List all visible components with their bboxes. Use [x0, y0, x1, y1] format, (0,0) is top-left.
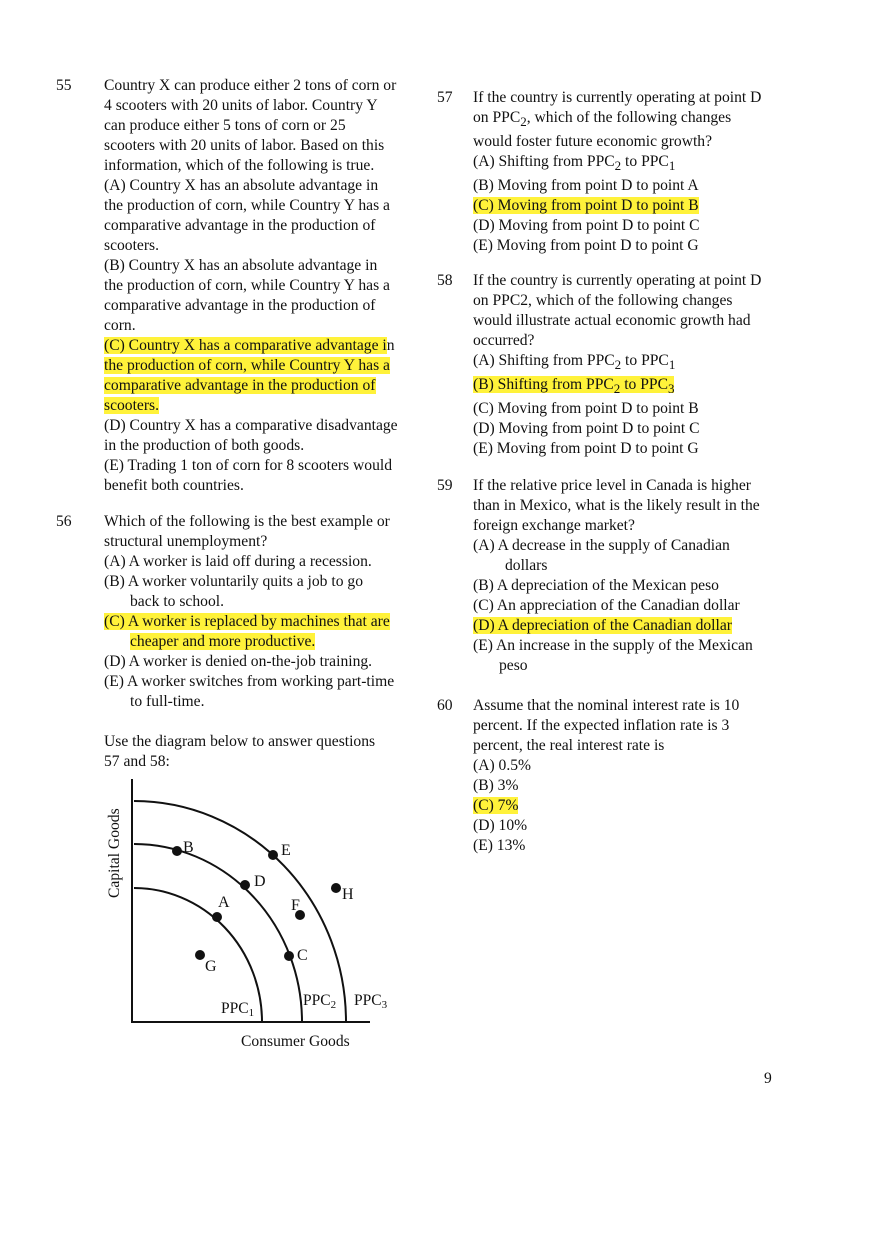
diagram-intro [56, 732, 436, 772]
page-number: 9 [764, 1070, 772, 1087]
option-b: (B) Moving from point D to point A [473, 177, 699, 195]
option-e: (E) Moving from point D to point G [473, 237, 699, 255]
question-56 [56, 512, 436, 712]
option-e: peso [499, 657, 528, 675]
ppc-diagram [100, 776, 400, 1056]
option-a: (A) 0.5% [473, 757, 532, 775]
right-column [437, 88, 837, 856]
left-column [56, 76, 436, 772]
question-number: 55 [56, 77, 72, 94]
option-d: (D) A worker is denied on-the-job training. [104, 653, 373, 670]
option-c-highlighted: comparative advantage in the production of [104, 377, 376, 394]
stem-line: 4 scooters with 20 units of labor. Country Y [104, 97, 378, 114]
option-e: benefit both countries. [104, 477, 244, 494]
stem-line: than in Mexico, what is the likely result in the [473, 497, 760, 515]
point-a-label: A [218, 894, 230, 911]
option-a: comparative advantage in the production of [104, 217, 376, 234]
option-d: (D) Country X has a comparative disadvantage [104, 417, 398, 434]
point-c-label: C [297, 947, 308, 964]
option-a: (A) Shifting from $PPC_2$ to $PPC_1$ [473, 153, 676, 174]
intro-line: Use the diagram below to answer questions [104, 733, 376, 750]
option-c-highlighted: the production of corn, while Country Y has a [104, 357, 390, 374]
question-number: 60 [437, 697, 453, 715]
question-58 [437, 271, 837, 459]
option-e: (E) Moving from point D to point G [473, 440, 699, 458]
option-a: (A) A decrease in the supply of Canadian [473, 537, 730, 555]
option-b: corn. [104, 317, 136, 334]
option-b: (B) A worker voluntarily quits a job to go [104, 573, 364, 590]
stem-line: scooters with 20 units of labor. Based on this [104, 137, 385, 154]
option-b: (B) 3% [473, 777, 519, 795]
stem-line: occurred? [473, 332, 535, 350]
option-e: (E) Trading 1 ton of corn for 8 scooters would [104, 457, 393, 474]
option-a: (A) Shifting from $PPC_2$ to $PPC_1$ [473, 352, 676, 373]
ppc1-label: PPC1 [221, 1000, 255, 1019]
stem-line: can produce either 5 tons of corn or 25 [104, 117, 346, 134]
stem-line: on $PPC_2$, which of the following changes [473, 109, 732, 130]
option-b: back to school. [130, 593, 224, 610]
question-57 [437, 88, 837, 256]
intro-line: 57 and 58: [104, 753, 170, 770]
y-axis-label: Capital Goods [106, 808, 123, 898]
question-55 [56, 76, 436, 496]
option-c-highlighted: scooters. [104, 397, 159, 414]
point-h-dot [331, 883, 341, 893]
stem-line: Assume that the nominal interest rate is 10 [473, 697, 740, 715]
point-f-label: F [291, 897, 300, 914]
ppc2-curve [134, 844, 302, 1022]
stem-line: foreign exchange market? [473, 517, 635, 535]
point-d-label: D [254, 873, 266, 890]
option-c-highlighted: (C) A worker is replaced by machines that are [104, 613, 390, 630]
option-a: (A) A worker is laid off during a recession. [104, 553, 372, 570]
stem-line: structural unemployment? [104, 533, 268, 550]
stem-line: would foster future economic growth? [473, 133, 713, 151]
stem-line: If the country is currently operating at point D [473, 89, 762, 106]
stem-line: percent, the real interest rate is [473, 737, 665, 755]
option-a: scooters. [104, 237, 159, 254]
point-e-label: E [281, 842, 291, 859]
stem-line: on PPC2, which of the following changes [473, 292, 733, 310]
option-b: the production of corn, while Country Y has a [104, 277, 390, 294]
question-number: 58 [437, 272, 453, 290]
stem-line: percent. If the expected inflation rate is 3 [473, 717, 730, 735]
stem-line: Which of the following is the best example or [104, 513, 390, 530]
option-e: (E) An increase in the supply of the Mexican [473, 637, 753, 655]
option-a: the production of corn, while Country Y has a [104, 197, 390, 214]
stem-line: information, which of the following is true. [104, 157, 375, 174]
option-b: comparative advantage in the production of [104, 297, 376, 314]
point-g-label: G [205, 958, 217, 975]
option-d: (D) Moving from point D to point C [473, 217, 700, 235]
question-60 [437, 696, 837, 856]
stem-line: Country X can produce either 2 tons of corn or [104, 77, 397, 94]
option-b-highlighted: (B) Shifting from $PPC_2$ to $PPC_3$ [473, 376, 675, 397]
option-d-highlighted: (D) A depreciation of the Canadian dollar [473, 617, 732, 635]
question-number: 57 [437, 89, 453, 106]
ppc2-label: PPC2 [303, 992, 337, 1011]
option-d: in the production of both goods. [104, 437, 305, 454]
option-c-highlighted: (C) Country X has a comparative advantage in [104, 337, 395, 354]
option-a: (A) Country X has an absolute advantage in [104, 177, 379, 194]
option-d: (D) 10% [473, 817, 528, 835]
option-b: (B) Country X has an absolute advantage in [104, 257, 378, 274]
stem-line: If the relative price level in Canada is higher [473, 477, 751, 495]
point-g-dot [195, 950, 205, 960]
stem-line: If the country is currently operating at point D [473, 272, 762, 290]
question-59 [437, 476, 837, 676]
point-c-dot [284, 951, 294, 961]
option-c: (C) An appreciation of the Canadian dollar [473, 597, 740, 615]
ppc3-label: PPC3 [354, 992, 388, 1011]
point-b-dot [172, 846, 182, 856]
option-c-highlighted: (C) 7% [473, 797, 519, 815]
option-c-highlighted: (C) Moving from point D to point B [473, 197, 699, 215]
option-e: (E) 13% [473, 837, 526, 855]
option-b: (B) A depreciation of the Mexican peso [473, 577, 719, 595]
stem-line: would illustrate actual economic growth had [473, 312, 751, 330]
option-e: (E) A worker switches from working part-time [104, 673, 395, 690]
option-e: to full-time. [130, 693, 205, 710]
option-c: (C) Moving from point D to point B [473, 400, 699, 418]
question-number: 59 [437, 477, 453, 495]
point-e-dot [268, 850, 278, 860]
option-d: (D) Moving from point D to point C [473, 420, 700, 438]
option-a: dollars [505, 557, 548, 575]
point-h-label: H [342, 886, 354, 903]
question-number: 56 [56, 513, 72, 530]
point-b-label: B [183, 839, 194, 856]
point-a-dot [212, 912, 222, 922]
option-c-highlighted: cheaper and more productive. [130, 633, 316, 650]
x-axis-label: Consumer Goods [241, 1033, 350, 1050]
point-d-dot [240, 880, 250, 890]
ppc3-curve [134, 801, 346, 1022]
